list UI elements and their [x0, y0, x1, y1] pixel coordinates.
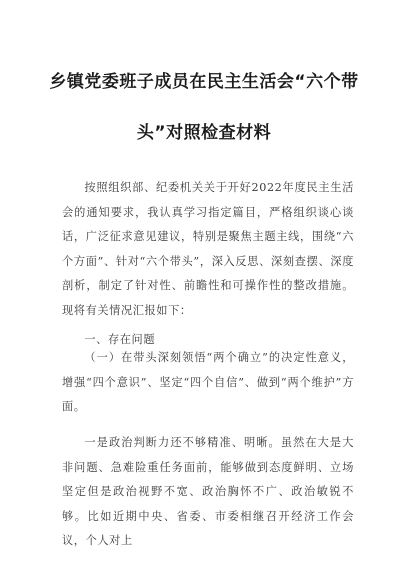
- document-title-line-1: 乡镇党委班子成员在民主生活会“六个带: [49, 72, 359, 92]
- section-heading: 一、存在问题: [84, 333, 156, 346]
- document-title-line-2: 头”对照检查材料: [136, 123, 272, 143]
- subsection-paragraph: （一）在带头深刻领悟“两个确立”的决定性意义，增强“四个意识”、坚定“四个自信”、做到“两个维护”方面。: [62, 351, 354, 414]
- intro-paragraph: 按照组织部、纪委机关关于开好2022年度民主生活会的通知要求，我认真学习指定篇目，严格组织谈心谈话，广泛征求意见建议，特别是聚焦主题主线，围绕“六个方面”、针对“六个带头”，深入反思、深刻查摆、深度剖析，制定了针对性、前瞻性和可操作性的整改措施。现将有关情况汇报如下：: [62, 181, 354, 317]
- point-paragraph: 一是政治判断力还不够精准、明晰。虽然在大是大非问题、急难险重任务面前，能够做到态度鲜明、立场坚定但是政治视野不宽、政治胸怀不广、政治敏锐不够。比如近期中央、省委、市委相继召开经济工作会议，个人对上: [62, 436, 354, 548]
